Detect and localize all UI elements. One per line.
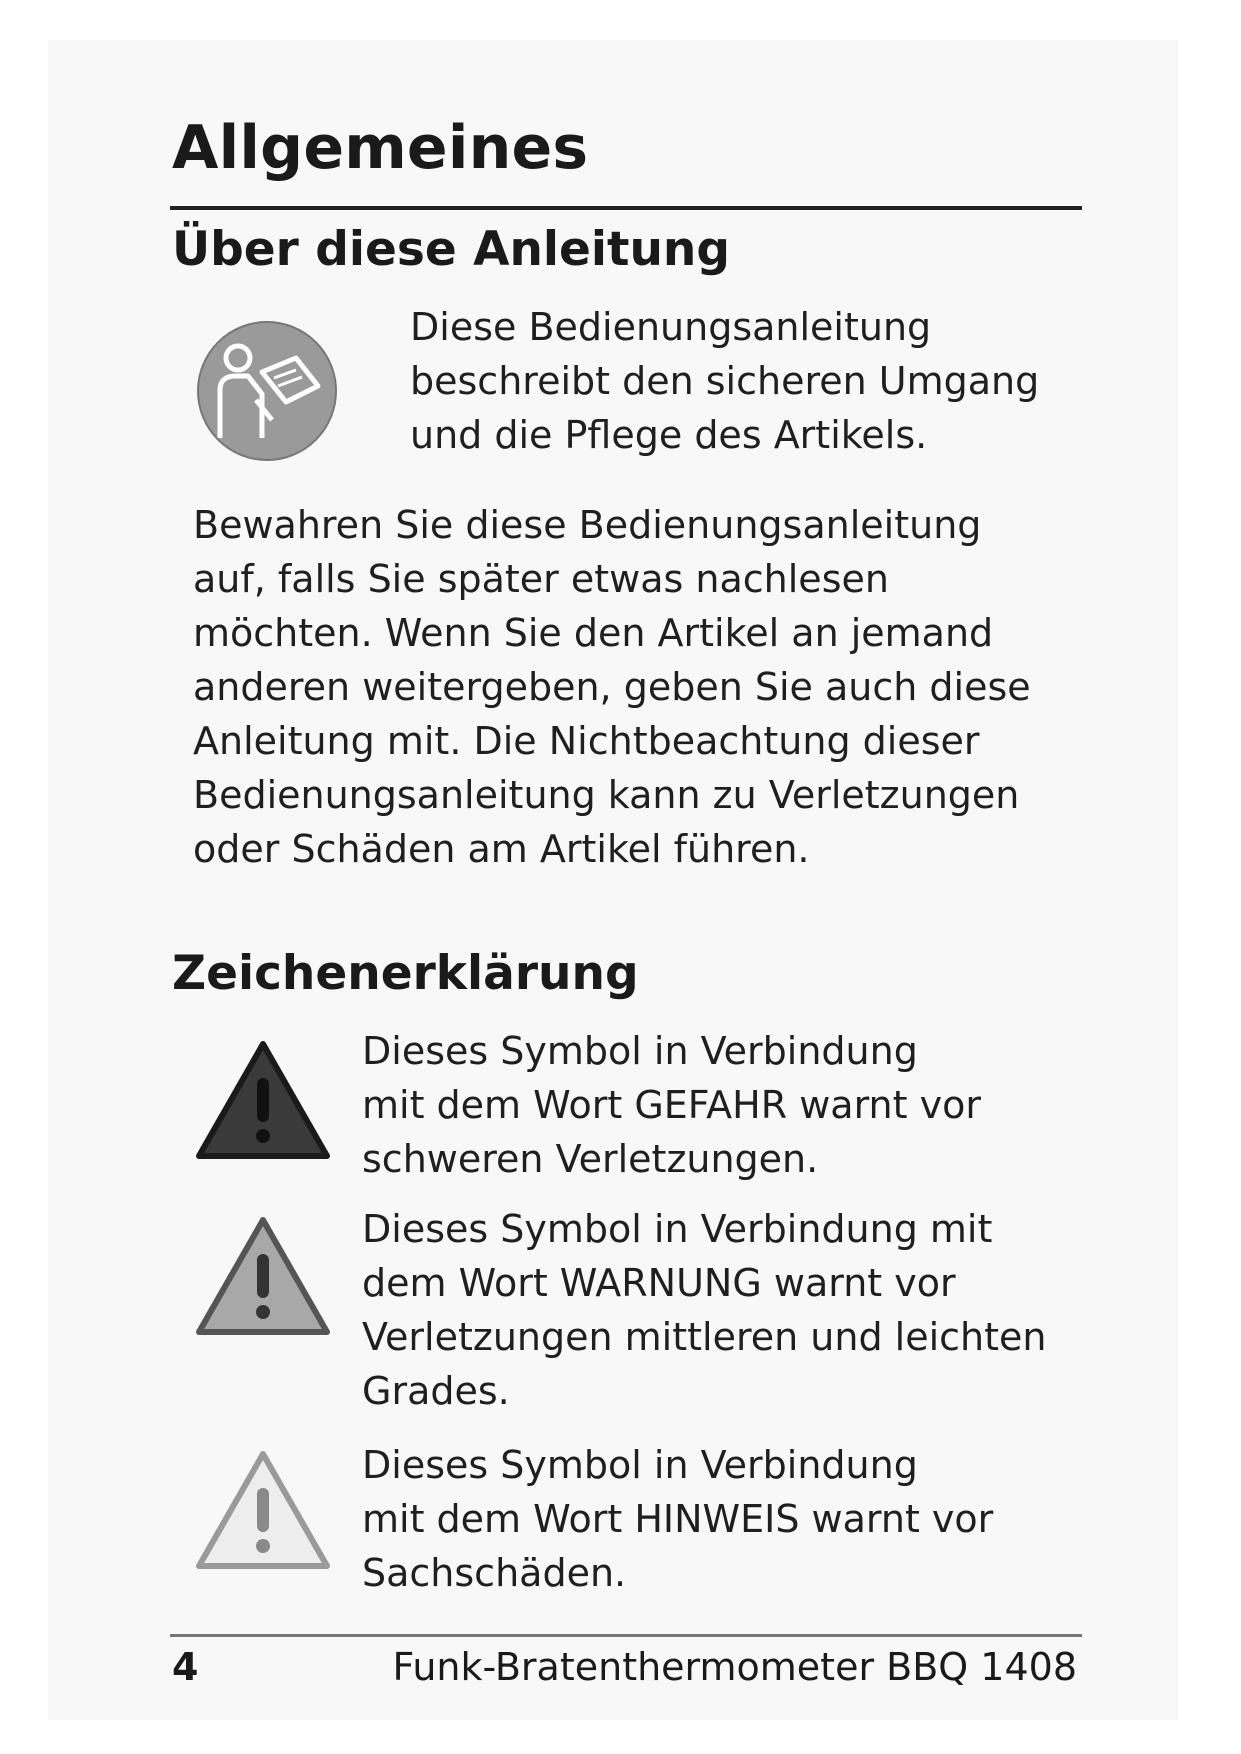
- symbol-description-danger: Dieses Symbol in Verbindung mit dem Wort GEFAHR warnt vor schweren Verletzungen.: [362, 1029, 981, 1181]
- about-body-text: Bewahren Sie diese Bedienungsanleitung auf, falls Sie später etwas nachlesen möchten. Wenn Sie den Artikel an jemand anderen weitergeben, geben Sie auch diese Anleitung mit. Die Nichtbeachtung dieser Bedienungsanleitung kann zu Verletzungen oder Schäden am Artikel führen.: [193, 503, 1031, 871]
- page-title: Allgemeines: [172, 113, 589, 183]
- about-intro-text: Diese Bedienungsanleitung beschreibt den sicheren Umgang und die Pflege des Artikels.: [410, 305, 1040, 457]
- section-title-about: Über diese Anleitung: [172, 222, 731, 277]
- warning-triangle-danger-icon: [193, 1038, 333, 1164]
- section-title-legend: Zeichenerklärung: [172, 946, 639, 1001]
- symbol-description-notice: Dieses Symbol in Verbindung mit dem Wort HINWEIS warnt vor Sachschäden.: [362, 1443, 994, 1595]
- footer-divider: [170, 1634, 1082, 1637]
- symbol-description-warning: Dieses Symbol in Verbindung mit dem Wort WARNUNG warnt vor Verletzungen mittleren und leichten Grades.: [362, 1207, 1047, 1413]
- warning-triangle-notice-icon: [193, 1448, 333, 1574]
- footer-product-title: Funk-Bratenthermometer BBQ 1408: [392, 1645, 1077, 1689]
- page-number: 4: [172, 1645, 199, 1689]
- read-manual-icon: [196, 320, 338, 462]
- warning-triangle-warning-icon: [193, 1214, 333, 1340]
- title-divider: [170, 206, 1082, 210]
